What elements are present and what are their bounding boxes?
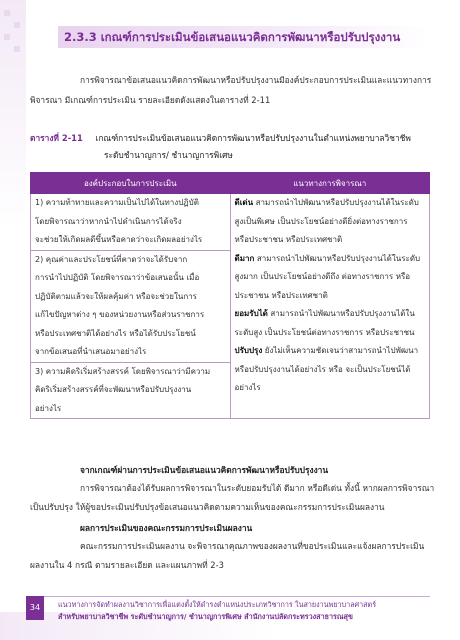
committee-line-1: คณะกรรมการประเมินผลงาน จะพิจารณาคุณภาพของผลงานที่ขอประเมินและแจ้งผลการประเมิน: [80, 541, 425, 551]
criterion-3-line: อย่างไร: [35, 403, 62, 413]
rating-key: ปรับปรุง: [234, 346, 263, 355]
rating-line: สูงมาก เป็นประโยชน์อย่างดีถึง ต่อทางราชการ หรือ: [234, 272, 411, 281]
guidelines-cell: [230, 194, 430, 419]
criterion-3-line: คิดริเริ่มสร้างสรรค์ที่จะพัฒนาหรือปรับปรุงงาน: [35, 385, 192, 394]
rating-acceptable: [235, 305, 426, 324]
criterion-2-line: แก้ไขปัญหาต่าง ๆ ของหน่วยงานหรือส่วนราชการ: [35, 310, 205, 319]
rating-line: หรือประชาชน หรือประเทศชาติ: [234, 235, 343, 244]
header-guidelines: แนวทางการพิจารณา: [230, 173, 430, 194]
criterion-3: [31, 362, 231, 419]
section-title: 2.3.3 เกณฑ์การประเมินข้อเสนอแนวคิดการพัฒนาหรือปรับปรุงงาน: [64, 30, 401, 44]
criterion-1: [31, 194, 231, 251]
page-number: 34: [26, 596, 44, 620]
rating-very-good: [235, 250, 426, 269]
rating-line: สามารถนำไปพัฒนาหรือปรับปรุงงานได้ใน: [270, 309, 415, 318]
header-components: องค์ประกอบในการประเมิน: [31, 173, 231, 194]
intro-line-2: พิจารณา มีเกณฑ์การประเมิน รายละเอียดดังแสดงในตารางที่ 2-11: [30, 95, 271, 105]
rating-key: ยอมรับได้: [234, 309, 268, 318]
footer-line-2: สำหรับพยาบาลวิชาชีพ ระดับชำนาญการ/ ชำนาญการพิเศษ สำนักงานปลัดกระทรวงสาธารณสุข: [58, 612, 353, 621]
section-heading: [58, 26, 428, 48]
committee-heading: ผลการประเมินของคณะกรรมการประเมินผลงาน: [80, 523, 253, 533]
table-caption-text-2: ระดับชำนาญการ/ ชำนาญการพิเศษ: [104, 150, 233, 160]
rating-key: ดีเด่น: [234, 198, 254, 207]
criterion-2-line: หรือประเทศชาติได้อย่างไร หรือได้รับประโยชน์: [35, 328, 196, 338]
rating-line: ประชาชน หรือประเทศชาติ: [234, 290, 328, 300]
table-header-row: [31, 173, 430, 194]
criterion-1-line: จะช่วยให้เกิดผลดีขึ้นหรือคาดว่าจะเกิดผลอย่างไร: [35, 235, 203, 244]
table-caption-text-1: เกณฑ์การประเมินข้อเสนอแนวคิดการพัฒนาหรือปรับปรุงงานในตำแหน่งพยาบาลวิชาชีพ: [95, 133, 411, 143]
criterion-2-line: 2) คุณค่าและประโยชน์ที่คาดว่าจะได้รับจาก: [35, 254, 188, 264]
footer-line-1: แนวทางการจัดทำผลงานวิชาการเพื่อแต่งตั้งให้ดำรงตำแหน่งประเภทวิชาการ ในสายงานพยาบาลศาสตร์: [58, 600, 377, 609]
left-decoration: [0, 0, 26, 230]
results-line-1: การพิจารณาต้องได้รับผลการพิจารณาในระดับยอมรับได้ ดีมาก หรือดีเด่น ทั้งนี้ หากผลการพิจารณา: [80, 483, 435, 493]
rating-line: สูงเป็นพิเศษ เป็นประโยชน์อย่างดียิ่งต่อทางราชการ: [234, 216, 408, 226]
rating-line: อย่างไร: [234, 383, 261, 392]
rating-key: ดีมาก: [234, 253, 255, 263]
criterion-2-line: ปฏิบัติตามแล้วจะให้ผลคุ้มค่า หรือจะช่วยในการ: [35, 291, 197, 301]
rating-improve: [235, 342, 426, 361]
rating-line: ยังไม่เห็นความชัดเจนว่าสามารถนำไปพัฒนา: [264, 346, 419, 355]
table-row: [31, 194, 430, 251]
rating-line: สามารถนำไปพัฒนาหรือปรับปรุงงานได้ในระดับ: [256, 253, 421, 263]
criterion-3-line: 3) ความคิดริเริ่มสร้างสรรค์ โดยพิจารณาว่ามีความ: [35, 366, 211, 376]
rating-excellent: [235, 194, 426, 213]
criterion-2-line: การนำไปปฏิบัติ โดยพิจารณาว่าข้อเสนอนั้น เมื่อ: [35, 273, 200, 282]
committee-line-2: ผลงานใน 4 กรณี ตามรายละเอียด และแผนภาพที่ 2-3: [30, 560, 224, 570]
criterion-2: [31, 250, 231, 362]
rating-line: สามารถนำไปพัฒนาหรือปรับปรุงงานได้ในระดับ: [255, 198, 419, 207]
criterion-1-line: โดยพิจารณาว่าหากนำไปดำเนินการได้จริง: [35, 216, 182, 226]
table-label: ตารางที่ 2-11: [30, 133, 83, 143]
footer-divider: [30, 596, 430, 597]
intro-line-1: การพิจารณาข้อเสนอแนวคิดการพัฒนาหรือปรับปรุงงานมีองค์ประกอบการประเมินและแนวทางการ: [80, 75, 432, 85]
table-caption: [30, 130, 430, 164]
rating-line: หรือปรับปรุงงานได้อย่างไร หรือ จะเป็นประโยชน์ได้: [234, 364, 411, 374]
criterion-2-line: จากข้อเสนอที่นำเสนอมาอย่างไร: [35, 347, 147, 356]
criteria-table: [30, 172, 430, 419]
criterion-1-line: 1) ความท้าทายและความเป็นไปได้ในทางปฏิบัติ: [35, 198, 199, 207]
results-line-2: เป็นปรับปรุง ให้ผู้ขอประเมินปรับปรุงข้อเสนอแนวคิดตามความเห็นของคณะกรรมการประเมินผลงาน: [30, 502, 385, 512]
results-heading: จากเกณฑ์ผ่านการประเมินข้อเสนอแนวคิดการพัฒนาหรือปรับปรุงงาน: [80, 465, 329, 475]
rating-line: ระดับสูง เป็นประโยชน์ต่อทางราชการ หรือประชาชน: [234, 327, 415, 337]
